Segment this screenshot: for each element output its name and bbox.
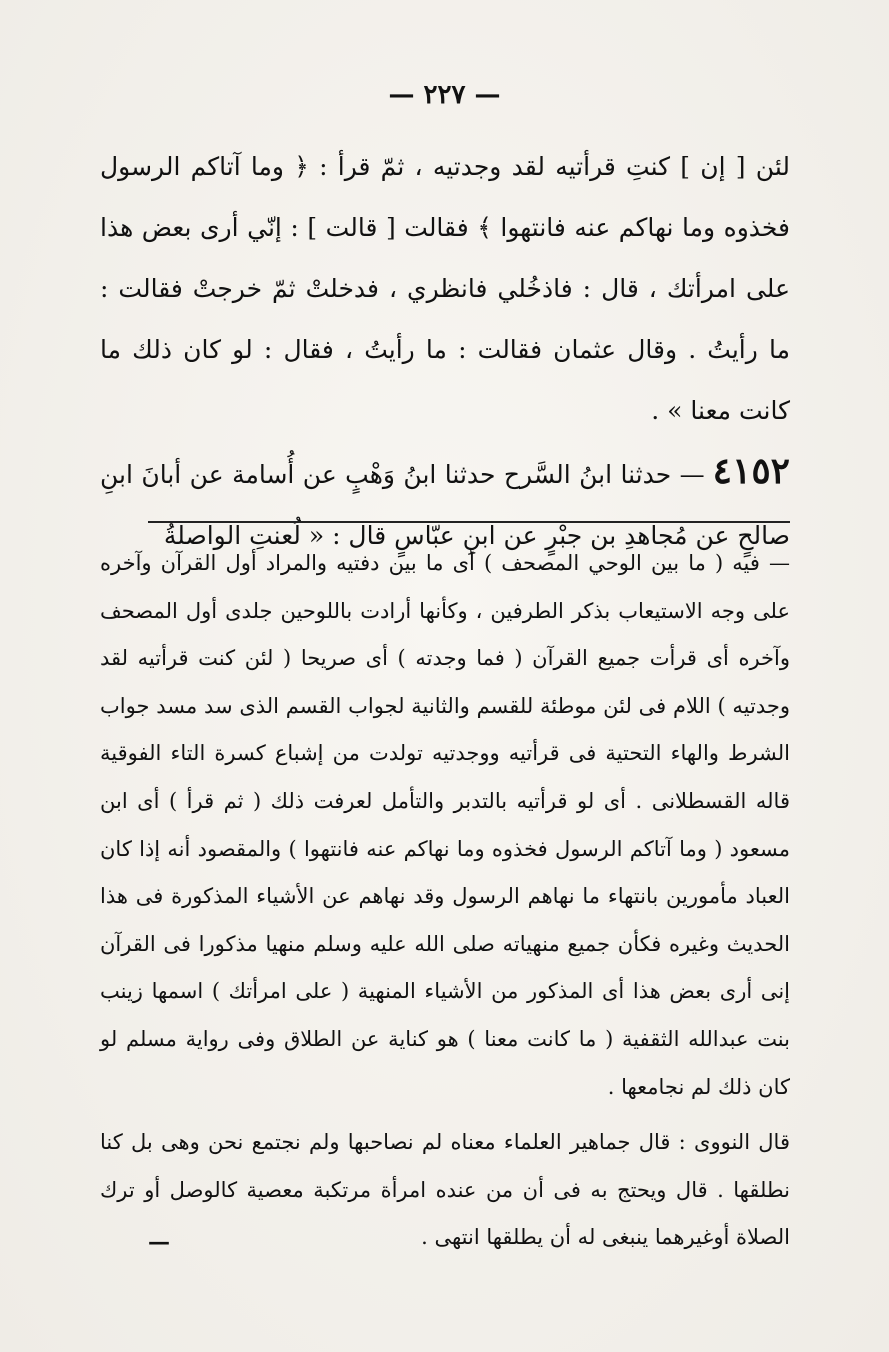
hadith-previous-text: لئن [ إن ] كنتِ قرأتيه لقد وجدتيه ، ثمّ قرأ : ﴿ وما آتاكم الرسول فخذوه وما نهاكم عنه فانتهوا ﴾ فقالت [ قالت ] : إنّي أرى بعض هذا على امرأتك ، قال : فاذخُلي فانظري ، فدخلتْ ثمّ خرجتْ فقالت : ما رأيتُ . وقال عثمان فقالت : ما رأيتُ ، فقال : لو كان ذلك ما كانت معنا » . <box>100 152 790 425</box>
hadith-text-block <box>100 136 790 566</box>
commentary-paragraph-2: قال النووى : قال جماهير العلماء معناه لم نصاحبها ولم نجتمع نحن وهى بل كنا نطلقها . قال ويحتج به فى أن من عنده امرأة مرتكبة معصية كالوصل أو ترك الصلاة أوغيرهما ينبغى له أن يطلقها انتهى . <box>100 1130 790 1250</box>
footnote-divider <box>148 521 790 523</box>
page-number: — ٢٢٧ — <box>388 80 501 110</box>
commentary-paragraph-1: — فيه ( ما بين الوحي المصحف ) أى ما بين دفتيه والمراد أول القرآن وآخره على وجه الاستيعاب بذكر الطرفين ، وكأنها أرادت باللوحين جلدى أول المصحف وآخره أى قرأت جميع القرآن ( فما وجدته ) أى صريحا ( لئن كنت قرأتيه لقد وجدتيه ) اللام فى لئن موطئة للقسم والثانية لجواب القسم الذى سد مسد جواب الشرط والهاء التحتية فى قرأتيه ووجدتيه تولدت من إشباع كسرة التاء الفوقية قاله القسطلانى . أى لو قرأتيه بالتدبر والتأمل لعرفت ذلك ( ثم قرأ ) أى ابن مسعود ( وما آتاكم الرسول فخذوه وما نهاكم عنه فانتهوا ) والمقصود أنه إذا كان العباد مأمورين بانتهاء ما نهاهم الرسول وقد نهاهم عن الأشياء المذكورة فى هذا الحديث وغيره فكأن جميع منهياته صلى الله عليه وسلم منهيا مذكورا فى القرآن إنى أرى بعض هذا أى المذكور من الأشياء المنهية ( على امرأتك ) اسمها زينب بنت عبدالله الثقفية ( ما كانت معنا ) هو كناية عن الطلاق وفى رواية مسلم لو كان ذلك لم نجامعها . <box>100 551 790 1099</box>
commentary-block <box>100 540 790 1262</box>
hadith-text: — حدثنا ابنُ السَّرح حدثنا ابنُ وَهْبٍ عن أُسامة عن أبانَ ابنِ صالحٍ عن مُجاهدِ بن جبْرٍ عن ابنِ عبّاسٍ قال : « لُعنتِ الواصلةُ <box>100 460 790 550</box>
hadith-number: ٤١٥٢ <box>712 450 790 492</box>
continuation-dash: — <box>148 1229 170 1255</box>
